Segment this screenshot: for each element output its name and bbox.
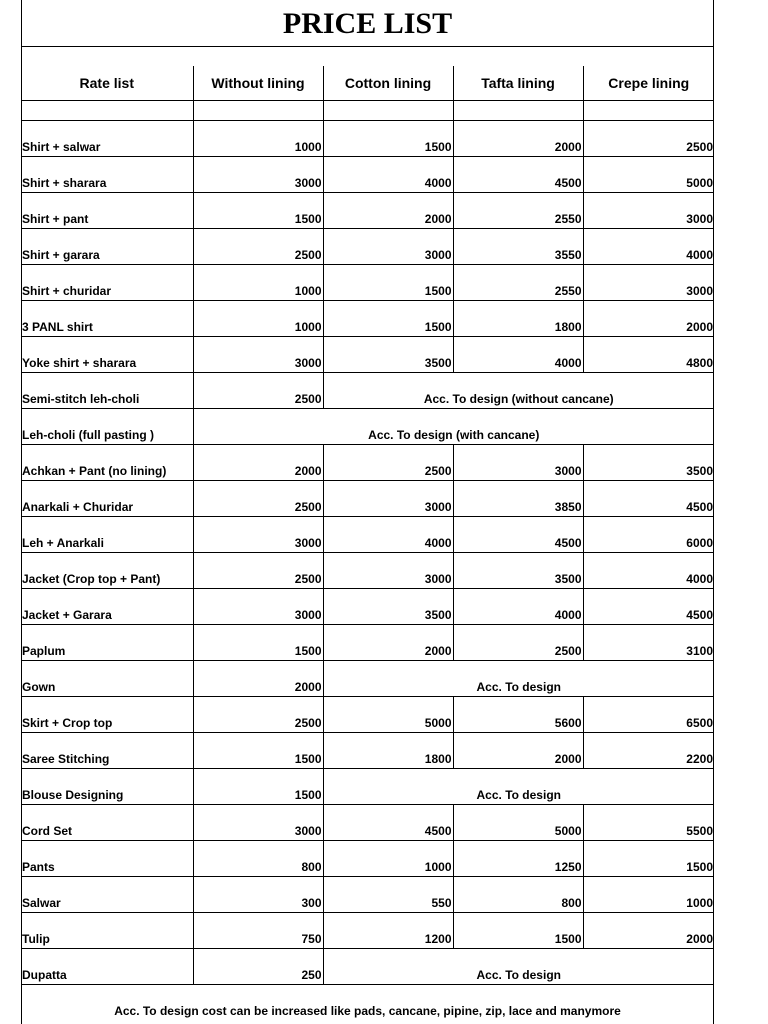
price-crepe-lining: 4800 (583, 336, 714, 372)
price-without-lining: 2500 (193, 228, 323, 264)
price-tafta-lining: 2000 (453, 732, 583, 768)
header-cotton-lining: Cotton lining (323, 66, 453, 100)
item-name: Semi-stitch leh-choli (21, 372, 193, 408)
price-cotton-lining: 3000 (323, 552, 453, 588)
table-row (21, 444, 714, 480)
price-crepe-lining: 1500 (583, 840, 714, 876)
table-row (21, 408, 714, 444)
price-without-lining: 1000 (193, 300, 323, 336)
title-divider (21, 46, 714, 47)
price-cotton-lining: 1500 (323, 300, 453, 336)
table-row (21, 624, 714, 660)
header-crepe-lining: Crepe lining (583, 66, 714, 100)
price-crepe-lining: 4500 (583, 480, 714, 516)
item-name: Shirt + pant (21, 192, 193, 228)
price-cotton-lining: 2500 (323, 444, 453, 480)
price-without-lining: 3000 (193, 156, 323, 192)
price-tafta-lining: 5600 (453, 696, 583, 732)
price-without-lining: 1500 (193, 192, 323, 228)
price-crepe-lining: 2500 (583, 120, 714, 156)
price-crepe-lining: 4000 (583, 228, 714, 264)
price-tafta-lining: 3500 (453, 552, 583, 588)
price-without-lining: 300 (193, 876, 323, 912)
price-tafta-lining: 1500 (453, 912, 583, 948)
item-name: Skirt + Crop top (21, 696, 193, 732)
price-table (21, 66, 714, 985)
table-row (21, 876, 714, 912)
price-without-lining: 2500 (193, 480, 323, 516)
design-note: Acc. To design (323, 660, 714, 696)
price-crepe-lining: 5000 (583, 156, 714, 192)
table-header-row (21, 66, 714, 100)
price-cotton-lining: 5000 (323, 696, 453, 732)
item-name: Saree Stitching (21, 732, 193, 768)
item-name: Salwar (21, 876, 193, 912)
table-row (21, 264, 714, 300)
price-cotton-lining: 2000 (323, 192, 453, 228)
price-cotton-lining: 1500 (323, 120, 453, 156)
price-without-lining: 1500 (193, 732, 323, 768)
price-without-lining: 250 (193, 948, 323, 984)
price-tafta-lining: 2000 (453, 120, 583, 156)
item-name: Paplum (21, 624, 193, 660)
price-tafta-lining: 4000 (453, 336, 583, 372)
price-without-lining: 2500 (193, 696, 323, 732)
price-without-lining: 3000 (193, 516, 323, 552)
price-without-lining: 800 (193, 840, 323, 876)
spacer-row (21, 100, 714, 120)
price-tafta-lining: 4500 (453, 156, 583, 192)
footnote: Acc. To design cost can be increased like pads, cancane, pipine, zip, lace and manymore (114, 1004, 621, 1018)
price-cotton-lining: 3000 (323, 480, 453, 516)
price-without-lining: 2000 (193, 444, 323, 480)
item-name: Shirt + churidar (21, 264, 193, 300)
price-without-lining: 2500 (193, 372, 323, 408)
price-crepe-lining: 1000 (583, 876, 714, 912)
price-tafta-lining: 1250 (453, 840, 583, 876)
price-crepe-lining: 2200 (583, 732, 714, 768)
table-row (21, 804, 714, 840)
price-cotton-lining: 550 (323, 876, 453, 912)
price-tafta-lining: 2550 (453, 264, 583, 300)
price-crepe-lining: 3500 (583, 444, 714, 480)
table-row (21, 912, 714, 948)
price-crepe-lining: 2000 (583, 300, 714, 336)
price-crepe-lining: 6500 (583, 696, 714, 732)
header-without-lining: Without lining (193, 66, 323, 100)
table-row (21, 516, 714, 552)
table-row (21, 696, 714, 732)
price-cotton-lining: 1200 (323, 912, 453, 948)
price-without-lining: 1000 (193, 120, 323, 156)
table-row (21, 660, 714, 696)
price-crepe-lining: 3100 (583, 624, 714, 660)
table-row (21, 732, 714, 768)
item-name: Anarkali + Churidar (21, 480, 193, 516)
table-row (21, 588, 714, 624)
item-name: Tulip (21, 912, 193, 948)
price-tafta-lining: 1800 (453, 300, 583, 336)
price-crepe-lining: 6000 (583, 516, 714, 552)
price-tafta-lining: 5000 (453, 804, 583, 840)
design-note: Acc. To design (323, 948, 714, 984)
price-without-lining: 1500 (193, 768, 323, 804)
table-row (21, 120, 714, 156)
item-name: Blouse Designing (21, 768, 193, 804)
price-tafta-lining: 2500 (453, 624, 583, 660)
price-crepe-lining: 4500 (583, 588, 714, 624)
price-without-lining: 1000 (193, 264, 323, 300)
table-row (21, 768, 714, 804)
price-cotton-lining: 4000 (323, 516, 453, 552)
price-without-lining: 3000 (193, 804, 323, 840)
item-name: Cord Set (21, 804, 193, 840)
item-name: Gown (21, 660, 193, 696)
design-note: Acc. To design (with cancane) (193, 408, 714, 444)
price-cotton-lining: 1500 (323, 264, 453, 300)
price-tafta-lining: 800 (453, 876, 583, 912)
table-row (21, 156, 714, 192)
item-name: Jacket (Crop top + Pant) (21, 552, 193, 588)
item-name: Shirt + salwar (21, 120, 193, 156)
price-crepe-lining: 3000 (583, 264, 714, 300)
price-crepe-lining: 2000 (583, 912, 714, 948)
item-name: Leh-choli (full pasting ) (21, 408, 193, 444)
table-row (21, 300, 714, 336)
price-cotton-lining: 4500 (323, 804, 453, 840)
price-crepe-lining: 5500 (583, 804, 714, 840)
price-crepe-lining: 4000 (583, 552, 714, 588)
item-name: Dupatta (21, 948, 193, 984)
price-tafta-lining: 3550 (453, 228, 583, 264)
design-note: Acc. To design (323, 768, 714, 804)
table-row (21, 480, 714, 516)
price-without-lining: 2500 (193, 552, 323, 588)
price-crepe-lining: 3000 (583, 192, 714, 228)
price-cotton-lining: 4000 (323, 156, 453, 192)
table-row (21, 336, 714, 372)
item-name: Jacket + Garara (21, 588, 193, 624)
item-name: Shirt + garara (21, 228, 193, 264)
item-name: 3 PANL shirt (21, 300, 193, 336)
price-cotton-lining: 3000 (323, 228, 453, 264)
price-cotton-lining: 3500 (323, 336, 453, 372)
item-name: Shirt + sharara (21, 156, 193, 192)
price-cotton-lining: 2000 (323, 624, 453, 660)
page-title: PRICE LIST (282, 7, 453, 40)
price-tafta-lining: 3000 (453, 444, 583, 480)
price-tafta-lining: 4000 (453, 588, 583, 624)
header-rate-list: Rate list (21, 66, 193, 100)
table-row (21, 228, 714, 264)
item-name: Achkan + Pant (no lining) (21, 444, 193, 480)
design-note: Acc. To design (without cancane) (323, 372, 714, 408)
price-cotton-lining: 3500 (323, 588, 453, 624)
table-row (21, 192, 714, 228)
price-table-body (21, 66, 714, 984)
price-tafta-lining: 4500 (453, 516, 583, 552)
item-name: Pants (21, 840, 193, 876)
table-row (21, 372, 714, 408)
price-without-lining: 3000 (193, 336, 323, 372)
table-row (21, 948, 714, 984)
table-row (21, 552, 714, 588)
item-name: Yoke shirt + sharara (21, 336, 193, 372)
price-cotton-lining: 1000 (323, 840, 453, 876)
price-tafta-lining: 2550 (453, 192, 583, 228)
price-without-lining: 3000 (193, 588, 323, 624)
price-cotton-lining: 1800 (323, 732, 453, 768)
header-tafta-lining: Tafta lining (453, 66, 583, 100)
price-without-lining: 2000 (193, 660, 323, 696)
table-row (21, 840, 714, 876)
price-without-lining: 750 (193, 912, 323, 948)
item-name: Leh + Anarkali (21, 516, 193, 552)
price-without-lining: 1500 (193, 624, 323, 660)
price-tafta-lining: 3850 (453, 480, 583, 516)
